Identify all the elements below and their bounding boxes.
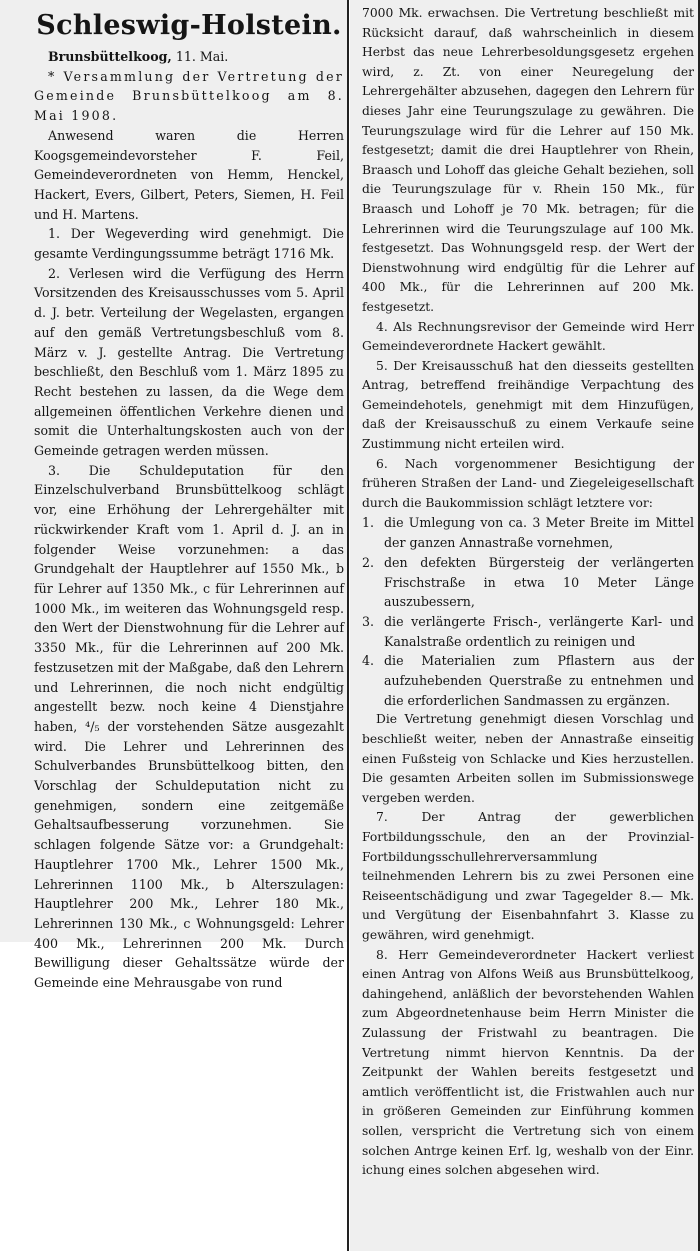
- proposal-item: 4. die Materialien zum Pflastern aus der aufzuhebenden Querstraße zu entnehmen und die erforderlichen Sandmassen zu ergänzen.: [362, 653, 694, 708]
- proposal-item: 2. den defekten Bürgersteig der verlängerten Frischstraße in etwa 10 Meter Länge auszubessern,: [362, 554, 694, 610]
- proposal-item: 3. die verlängerte Frisch-, verlängerte Karl- und Kanalstraße ordentlich zu reinigen und: [362, 613, 694, 649]
- article-title: Schleswig-Holstein.: [36, 10, 342, 41]
- column-divider: [347, 0, 349, 1251]
- dateline: [34, 47, 344, 67]
- approval-paragraph: Die Vertretung genehmigt diesen Vorschlag und beschließt weiter, neben der Annastraße einseitig einen Fußsteig von Schlacke und Kies herzustellen. Die gesamten Arbeiten sollen im Submissionswege vergeben werden.: [362, 712, 694, 805]
- dateline-place: Brunsbüttelkoog,: [48, 49, 172, 64]
- item-6-paragraph: 6. Nach vorgenommener Besichtigung der früheren Straßen der Land- und Ziegeleigesellschaft durch die Baukommission schlägt letztere vor:: [362, 456, 694, 510]
- item-7-paragraph: 7. Der Antrag der gewerblichen Fortbildungsschule, den an der Provinzial-Fortbildungsschullehrerversammlung teilnehmenden Lehrern bis zu zwei Personen eine Reiseentschädigung und zwar Tagegelder 8.— Mk. und Vergütung der Eisenbahnfahrt 3. Klasse zu gewähren, wird genehmigt.: [362, 810, 694, 942]
- proposal-list: [362, 513, 694, 710]
- item-5-paragraph: 5. Der Kreisausschuß hat den diesseits gestellten Antrag, betreffend freihändige Verpachtung des Gemeindehotels, genehmigt mit dem Hinzufügen, daß der Kreisausschuß zu einem Verkaufe seine Zustimmung nicht erteilen wird.: [362, 358, 694, 452]
- meeting-heading: * Versammlung der Vertretung der Gemeinde Brunsbüttelkoog am 8. Mai 1908.: [34, 68, 344, 124]
- proposal-item: 1. die Umlegung von ca. 3 Meter Breite im Mittel der ganzen Annastraße vornehmen,: [362, 515, 694, 551]
- attendees-paragraph: Anwesend waren die Herren Koogsgemeindevorsteher F. Feil, Gemeindeverordneten von Hemm, Henckel, Hackert, Evers, Gilbert, Peters, Siemen, H. Feil und H. Martens.: [34, 127, 344, 222]
- dateline-date: 11. Mai.: [175, 49, 229, 64]
- item-2-paragraph: 2. Verlesen wird die Verfügung des Herrn Vorsitzenden des Kreisausschusses vom 5. April d. J. betr. Verteilung der Wegelasten, ergangen auf den gemäß Vertretungsbeschluß vom 8. März v. J. gestellte Antrag. Die Vertretung beschließt, den Beschluß vom 1. März 1895 zu Recht bestehen zu lassen, da die Wege dem allgemeinen öffentlichen Verkehre dienen und somit die Unterhaltungskosten auch von der Gemeinde getragen werden müssen.: [34, 265, 344, 459]
- item-8-paragraph: 8. Herr Gemeindeverordneter Hackert verliest einen Antrag von Alfons Weiß aus Brunsbüttelkoog, dahingehend, anläßlich der bevorstehenden Wahlen zum Abgeordnetenhause beim Herrn Minister die Zulassung der Fristwahl zu beantragen. Die Vertretung nimmt hiervon Kenntnis. Da der Zeitpunkt der Wahlen bereits festgesetzt und amtlich veröffentlicht ist, die Fristwahlen auch nur in größeren Gemeinden zur Einführung kommen sollen, verspricht die Vertretung sich von einem solchen Antrge keinen Erf. lg, weshalb von der Einr. ichung eines solchen abgesehen wird.: [362, 947, 694, 1178]
- item-3-continuation: 7000 Mk. erwachsen. Die Vertretung beschließt mit Rücksicht darauf, daß wahrscheinlich in diesem Herbst das neue Lehrerbesoldungsgesetz ergehen wird, z. Zt. von einer Neuregelung der Lehrergehälter abzusehen, dagegen den Lehrern für dieses Jahr eine Teurungszulage zu gewähren. Die Teurungszulage wird für die Lehrer auf 150 Mk. festgesetzt; damit die drei Hauptlehrer von Rhein, Braasch und Lohoff das gleiche Gehalt beziehen, soll die Teurungszulage für v. Rhein 150 Mk., für Braasch und Lohoff je 70 Mk. betragen; für die Lehrerinnen wird die Teurungszulage auf 100 Mk. festgesetzt. Das Wohnungsgeld resp. der Wert der Dienstwohnung wird endgültig für die Lehrer auf 400 Mk., für die Lehrerinnen auf 200 Mk. festgesetzt.: [362, 6, 694, 314]
- item-4-paragraph: 4. Als Rechnungsrevisor der Gemeinde wird Herr Gemeindeverordnete Hackert gewählt.: [362, 319, 694, 354]
- right-column: [350, 0, 700, 1251]
- left-column: [0, 0, 348, 991]
- item-1-paragraph: 1. Der Wegeverding wird genehmigt. Die gesamte Verdingungssumme beträgt 1716 Mk.: [34, 226, 344, 262]
- item-3-paragraph: 3. Die Schuldeputation für den Einzelschulverband Brunsbüttelkoog schlägt vor, eine Erhöhung der Lehrergehälter mit rückwirkender Kraft vom 1. April d. J. an in folgender Weise vorzunehmen: a das Grundgehalt der Hauptlehrer auf 1550 Mk., b für Lehrer auf 1350 Mk., c für Lehrerinnen auf 1000 Mk., im weiteren das Wohnungsgeld resp. den Wert der Dienstwohnung für die Lehrer auf 3350 Mk., für die Lehrerinnen auf 200 Mk. festzusetzen mit der Maßgabe, daß den Lehrern und Lehrerinnen, die noch nicht endgültig angestellt bezw. noch keine 4 Dienstjahre haben, ⁴/₅ der vorstehenden Sätze ausgezahlt wird. Die Lehrer und Lehrerinnen des Schulverbandes Brunsbüttelkoog bitten, den Vorschlag der Schuldeputation nicht zu genehmigen, sondern eine zeitgemäße Gehaltsaufbesserung vorzunehmen. Sie schlagen folgende Sätze vor: a Grundgehalt: Hauptlehrer 1700 Mk., Lehrer 1500 Mk., Lehrerinnen 1100 Mk., b Alterszulagen: Hauptlehrer 200 Mk., Lehrer 180 Mk., Lehrerinnen 130 Mk., c Wohnungsgeld: Lehrer 400 Mk., Lehrerinnen 200 Mk. Durch Bewilligung dieser Gehaltssätze würde der Gemeinde eine Mehrausgabe von rund: [34, 462, 344, 991]
